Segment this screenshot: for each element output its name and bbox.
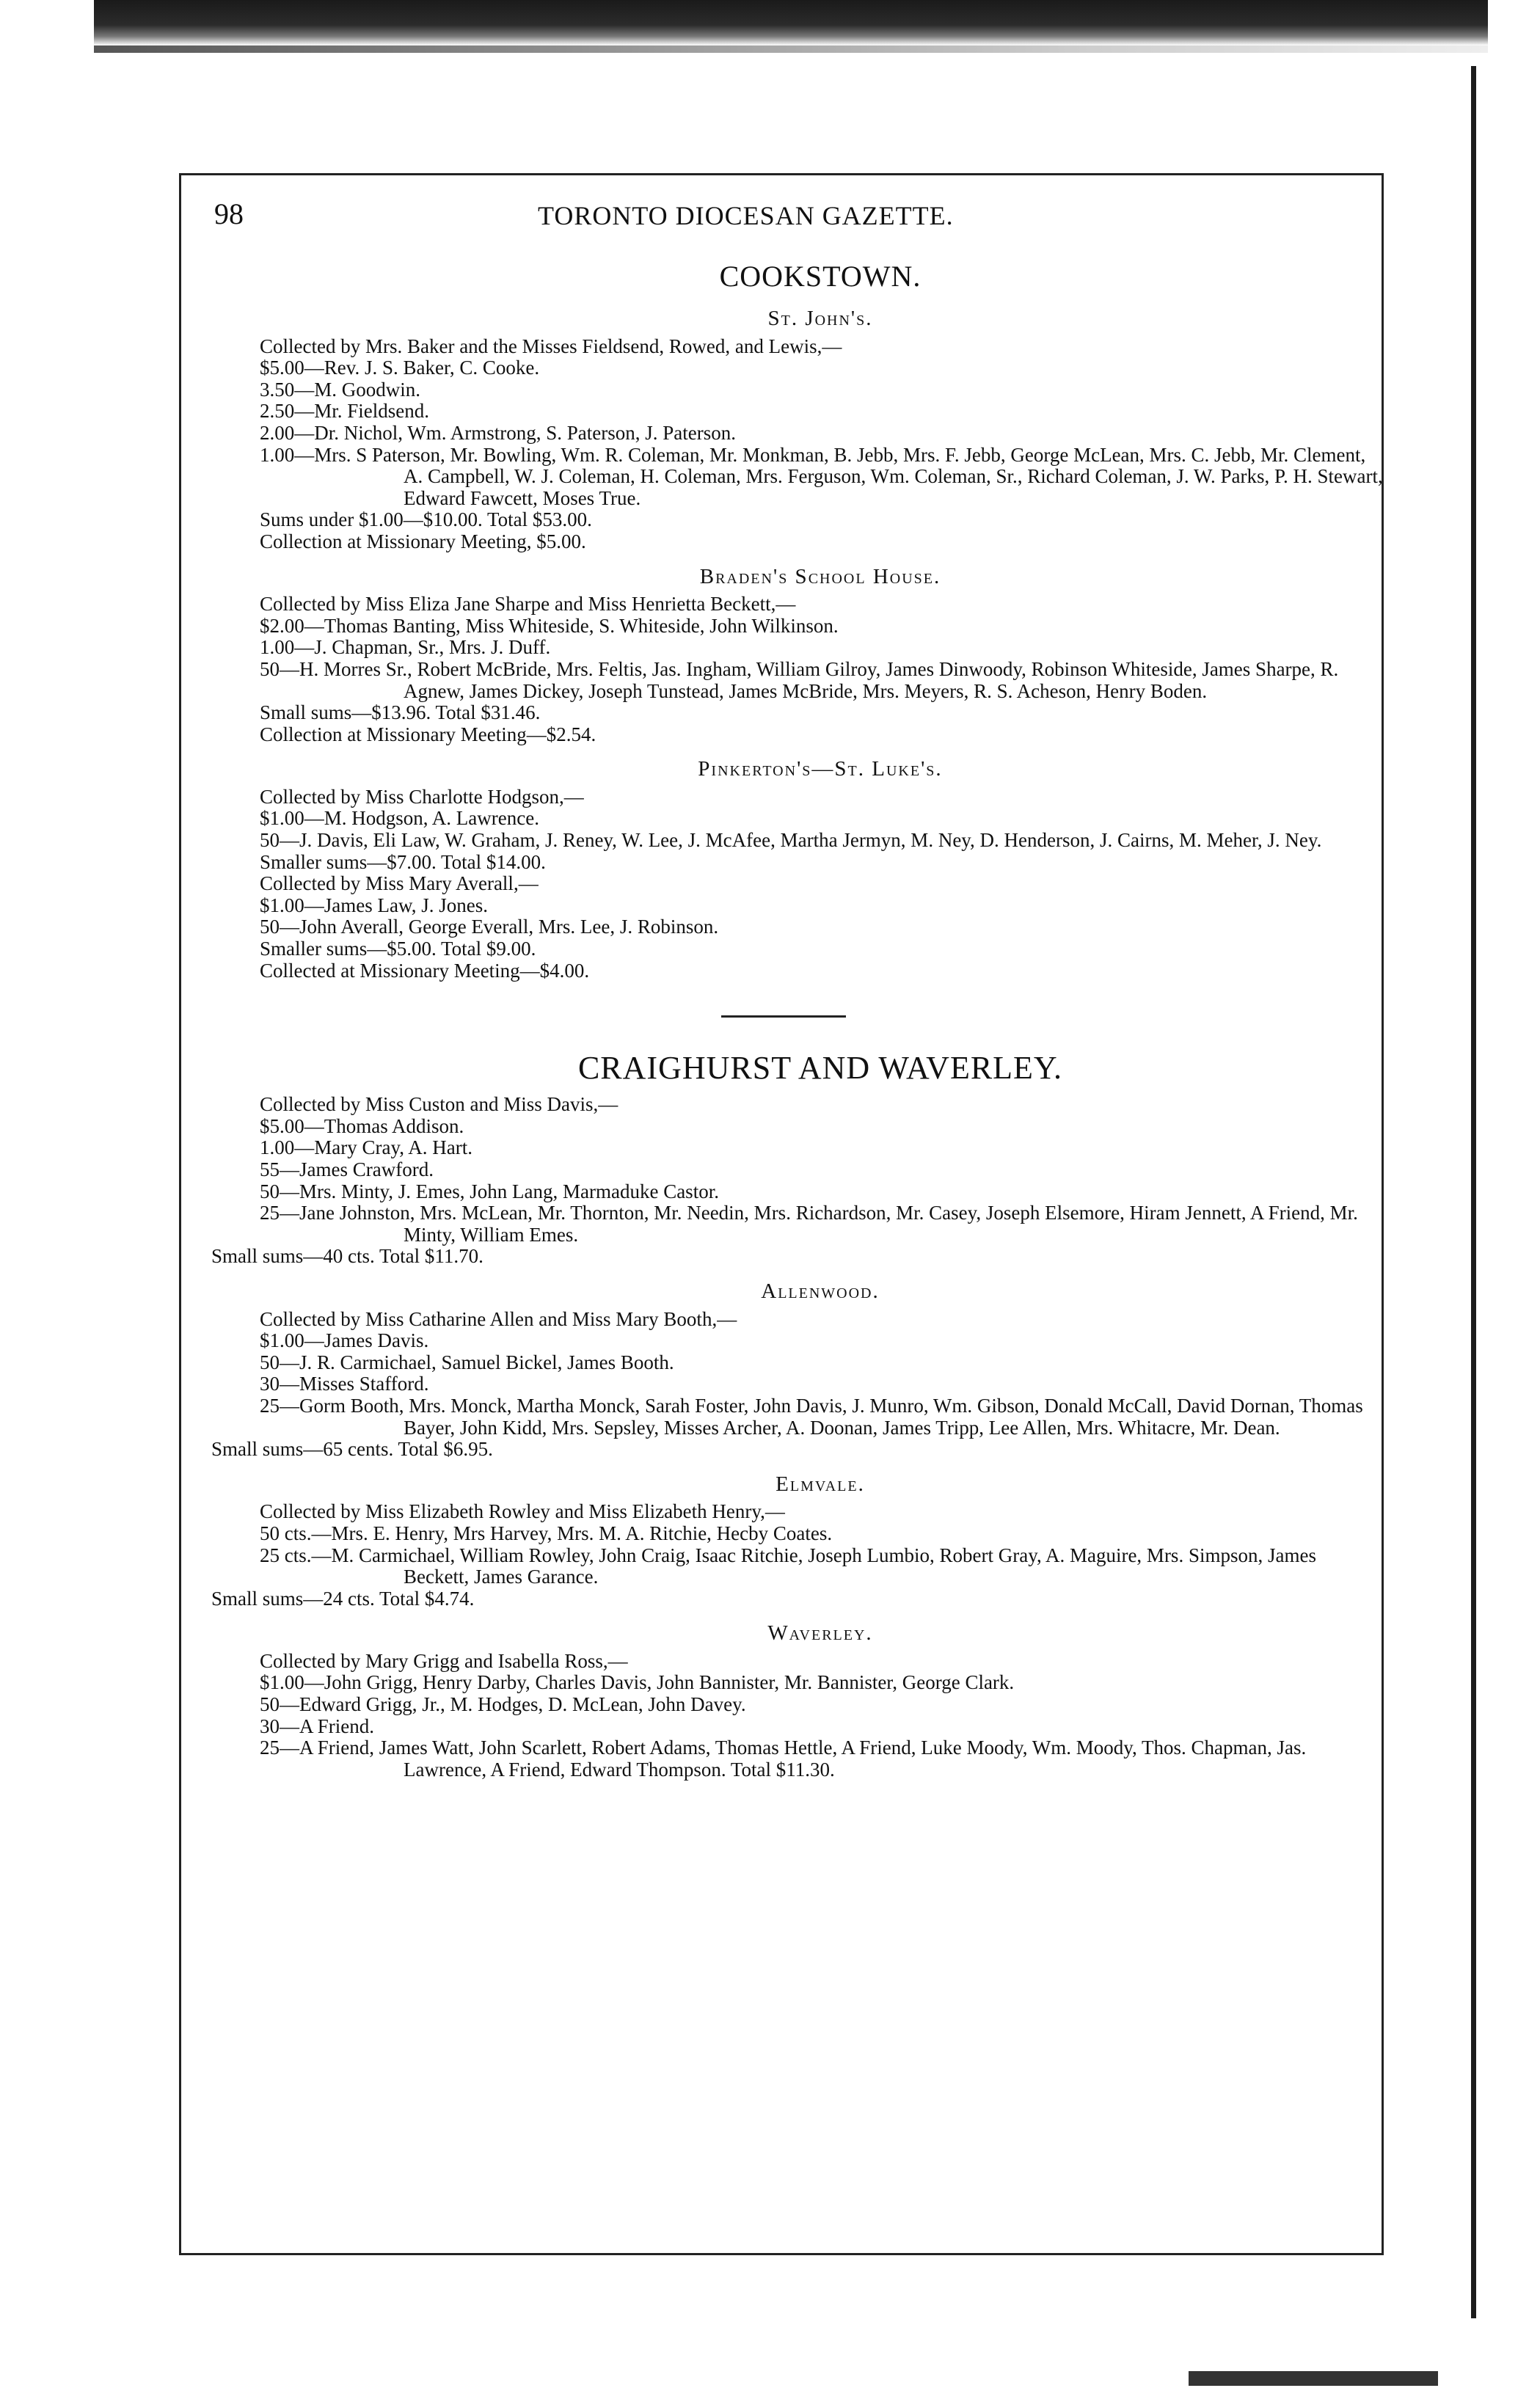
subsection-title-allenwood: Allenwood. xyxy=(761,1279,880,1303)
donation-entry: 2.50—Mr. Fieldsend. xyxy=(260,400,430,423)
running-head xyxy=(211,197,1385,238)
sums-line: Small sums—40 cts. Total $11.70. xyxy=(211,1245,483,1268)
sums-line: Small sums—$13.96. Total $31.46. xyxy=(260,701,541,724)
donation-entry: $1.00—James Law, J. Jones. xyxy=(260,894,488,916)
donation-entry: 25—Jane Johnston, Mrs. McLean, Mr. Thornton, Mr. Needin, Mrs. Richardson, Mr. Casey, Joseph Elsemore, Hiram Jennett, A Friend, Mr. Minty, William Emes. xyxy=(260,1202,1358,1246)
donation-entry: $5.00—Thomas Addison. xyxy=(260,1114,464,1137)
collected-by: Collected by Miss Eliza Jane Sharpe and Miss Henrietta Beckett,— xyxy=(260,593,796,616)
collected-by: Collected by Miss Mary Averall,— xyxy=(260,872,539,895)
donation-entry: $1.00—M. Hodgson, A. Lawrence. xyxy=(260,807,539,830)
donation-entry: $2.00—Thomas Banting, Miss Whiteside, S. Whiteside, John Wilkinson. xyxy=(260,614,839,637)
donation-entry: 50 cts.—Mrs. E. Henry, Mrs Harvey, Mrs. M. A. Ritchie, Hecby Coates. xyxy=(260,1522,833,1544)
collected-by: Collected by Miss Elizabeth Rowley and Miss Elizabeth Henry,— xyxy=(260,1500,785,1523)
donation-entry: 1.00—Mrs. S Paterson, Mr. Bowling, Wm. R. Coleman, Mr. Monkman, B. Jebb, Mrs. F. Jebb, George McLean, Mrs. C. Jebb, Mr. Clement, A. Campbell, W. J. Coleman, H. Coleman, Mrs. Ferguson, Wm. Coleman, Sr., Richard Coleman, J. W. Parks, P. H. Stewart, Edward Fawcett, Moses True. xyxy=(260,443,1383,509)
subsection-title-elmvale: Elmvale. xyxy=(776,1472,865,1496)
collected-by: Collected by Miss Charlotte Hodgson,— xyxy=(260,785,584,808)
sums-line: Small sums—65 cents. Total $6.95. xyxy=(211,1438,493,1461)
donation-entry: 55—James Crawford. xyxy=(260,1158,434,1180)
section-title-cookstown: COOKSTOWN. xyxy=(719,260,922,293)
document-page xyxy=(211,197,1385,2324)
collection-line: Collected at Missionary Meeting—$4.00. xyxy=(260,959,590,982)
scan-edge-top xyxy=(94,0,1488,45)
collected-by: Collected by Miss Catharine Allen and Miss Mary Booth,— xyxy=(260,1307,737,1330)
donation-entry: 1.00—J. Chapman, Sr., Mrs. J. Duff. xyxy=(260,636,551,659)
donation-entry: 50—Edward Grigg, Jr., M. Hodges, D. McLean, John Davey. xyxy=(260,1693,746,1716)
subsection-title-waverley: Waverley. xyxy=(767,1621,873,1646)
donation-entry: 50—John Averall, George Everall, Mrs. Lee, J. Robinson. xyxy=(260,916,719,938)
donation-entry: 30—Misses Stafford. xyxy=(260,1373,429,1395)
donation-entry: 25—A Friend, James Watt, John Scarlett, Robert Adams, Thomas Hettle, A Friend, Luke Moody, Wm. Moody, Thos. Chapman, Jas. Lawrence, A Friend, Edward Thompson. Total $11.30. xyxy=(260,1737,1307,1781)
donation-entry: 1.00—Mary Cray, A. Hart. xyxy=(260,1136,472,1159)
donation-entry: $1.00—John Grigg, Henry Darby, Charles Davis, John Bannister, Mr. Bannister, George Clark. xyxy=(260,1671,1015,1694)
donation-entry: 30—A Friend. xyxy=(260,1715,375,1737)
section-title-craighurst: CRAIGHURST AND WAVERLEY. xyxy=(577,1050,1063,1087)
donation-entry: 50—H. Morres Sr., Robert McBride, Mrs. Feltis, Jas. Ingham, William Gilroy, James Dinwoody, Robinson Whiteside, James Sharpe, R. Agnew, James Dickey, Joseph Tunstead, James McBride, Mrs. Meyers, R. S. Acheson, Henry Boden. xyxy=(260,657,1339,702)
subsection-title-bradens: Braden's School House. xyxy=(699,564,941,588)
subsection-title-st-johns: St. John's. xyxy=(767,307,873,330)
running-title: TORONTO DIOCESAN GAZETTE. xyxy=(538,201,954,230)
sums-line: Sums under $1.00—$10.00. Total $53.00. xyxy=(260,508,592,531)
donation-entry: 3.50—M. Goodwin. xyxy=(260,378,421,401)
scan-edge-top-fade xyxy=(94,45,1488,53)
collected-by: Collected by Miss Custon and Miss Davis,— xyxy=(260,1093,618,1116)
subsection-title-pinkertons: Pinkerton's—St. Luke's. xyxy=(698,757,943,781)
page-number: 98 xyxy=(214,197,244,230)
scan-edge-bottom xyxy=(1189,2371,1438,2386)
sums-line: Smaller sums—$5.00. Total $9.00. xyxy=(260,938,536,960)
scan-edge-right xyxy=(1471,66,1476,2318)
donation-entry: $1.00—James Davis. xyxy=(260,1329,429,1352)
section-divider xyxy=(721,1015,846,1018)
collection-line: Collection at Missionary Meeting—$2.54. xyxy=(260,723,596,745)
donation-entry: 50—J. Davis, Eli Law, W. Graham, J. Reney, W. Lee, J. McAfee, Martha Jermyn, M. Ney, D. Henderson, J. Cairns, M. Meher, J. Ney. xyxy=(260,829,1322,852)
collected-by: Collected by Mrs. Baker and the Misses Fieldsend, Rowed, and Lewis,— xyxy=(260,335,842,357)
donation-entry: 25 cts.—M. Carmichael, William Rowley, John Craig, Isaac Ritchie, Joseph Lumbio, Robert Gray, A. Maguire, Mrs. Simpson, James Beckett, James Garance. xyxy=(260,1544,1316,1588)
donation-entry: 25—Gorm Booth, Mrs. Monck, Martha Monck, Sarah Foster, John Davis, J. Munro, Wm. Gibson, Donald McCall, David Dornan, Thomas Bayer, John Kidd, Mrs. Sepsley, Misses Archer, A. Doonan, James Tripp, Lee Allen, Mrs. Whitacre, Mr. Dean. xyxy=(260,1394,1363,1439)
donation-entry: $5.00—Rev. J. S. Baker, C. Cooke. xyxy=(260,357,540,379)
collection-line: Collection at Missionary Meeting, $5.00. xyxy=(260,530,586,552)
donation-entry: 2.00—Dr. Nichol, Wm. Armstrong, S. Paterson, J. Paterson. xyxy=(260,421,736,444)
sums-line: Small sums—24 cts. Total $4.74. xyxy=(211,1587,475,1610)
donation-entry: 50—Mrs. Minty, J. Emes, John Lang, Marmaduke Castor. xyxy=(260,1180,719,1202)
sums-line: Smaller sums—$7.00. Total $14.00. xyxy=(260,850,546,873)
donation-entry: 50—J. R. Carmichael, Samuel Bickel, James Booth. xyxy=(260,1351,674,1373)
collected-by: Collected by Mary Grigg and Isabella Ross,— xyxy=(260,1649,628,1672)
